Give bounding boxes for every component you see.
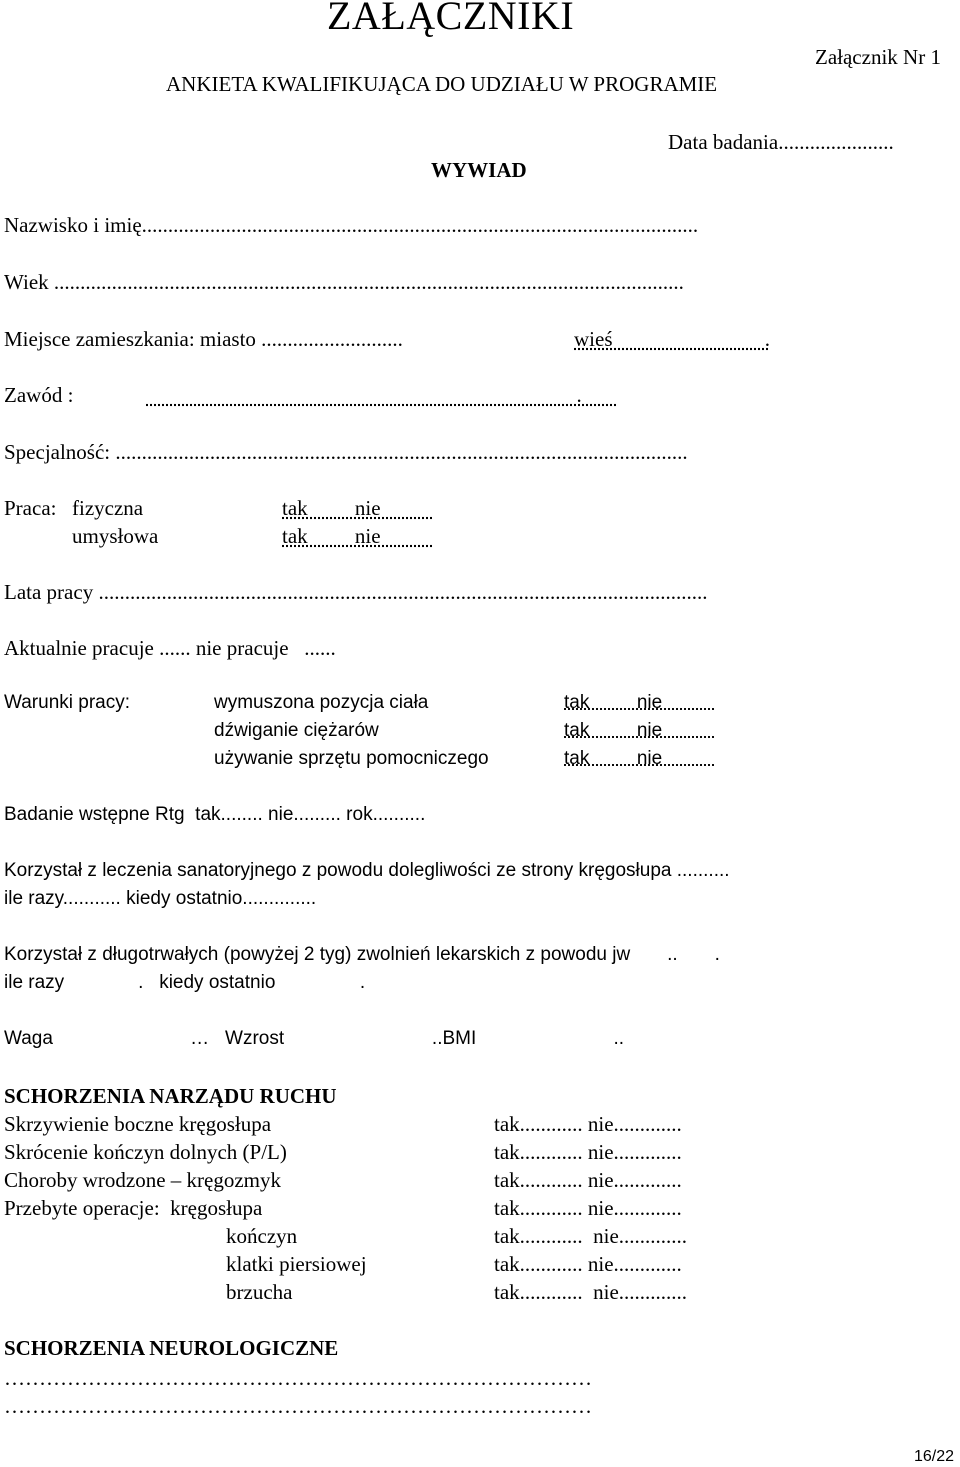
msk-answer-7[interactable]: tak............ nie.............: [494, 1280, 688, 1304]
residence-village-field[interactable]: wieś .: [574, 327, 770, 351]
specialty-field[interactable]: Specjalność: .............................................................................................................: [4, 440, 688, 464]
interview-heading: WYWIAD: [431, 158, 527, 182]
msk-condition-1: Skrzywienie boczne kręgosłupa: [4, 1112, 272, 1136]
neurological-line-1[interactable]: …………………………………………………………………………: [4, 1366, 592, 1390]
work-mental-answer[interactable]: tak nie: [282, 524, 434, 548]
exam-date-field[interactable]: Data badania......................: [668, 130, 894, 154]
document-title: ZAŁĄCZNIKI: [327, 0, 575, 38]
condition-name-1: wymuszona pozycja ciała: [214, 692, 429, 713]
condition-name-3: używanie sprzętu pomocniczego: [214, 748, 489, 769]
msk-condition-5: kończyn: [226, 1224, 298, 1248]
condition-answer-3[interactable]: tak nie: [564, 748, 715, 769]
msk-condition-4: Przebyte operacje: kręgosłupa: [4, 1196, 263, 1220]
age-field[interactable]: Wiek ........................................................................................................................: [4, 270, 684, 294]
msk-answer-4[interactable]: tak............ nie.............: [494, 1196, 682, 1220]
work-physical-answer[interactable]: tak nie: [282, 496, 434, 520]
neurological-heading: SCHORZENIA NEUROLOGICZNE: [4, 1336, 339, 1360]
msk-condition-3: Choroby wrodzone – kręgozmyk: [4, 1168, 282, 1192]
work-type-label: Praca:: [4, 496, 57, 520]
name-field[interactable]: Nazwisko i imię..........................................................................................................: [4, 213, 699, 237]
profession-field[interactable]: .: [146, 383, 619, 407]
sick-leave-details[interactable]: ile razy . kiedy ostatnio .: [4, 972, 366, 993]
work-mental-label: umysłowa: [72, 524, 159, 548]
employment-status-field[interactable]: Aktualnie pracuje ...... nie pracuje ......: [4, 636, 336, 660]
work-conditions-label: Warunki pracy:: [4, 692, 130, 713]
msk-answer-1[interactable]: tak............ nie.............: [494, 1112, 682, 1136]
msk-condition-6: klatki piersiowej: [226, 1252, 367, 1276]
msk-condition-2: Skrócenie kończyn dolnych (P/L): [4, 1140, 287, 1164]
sanatorium-question[interactable]: Korzystał z leczenia sanatoryjnego z powodu dolegliwości ze strony kręgosłupa ..........: [4, 860, 730, 881]
condition-answer-2[interactable]: tak nie: [564, 720, 715, 741]
musculoskeletal-heading: SCHORZENIA NARZĄDU RUCHU: [4, 1084, 337, 1108]
work-physical-label: fizyczna: [72, 496, 144, 520]
residence-city-field[interactable]: Miejsce zamieszkania: miasto ...........................: [4, 327, 403, 351]
survey-subtitle: ANKIETA KWALIFIKUJĄCA DO UDZIAŁU W PROGRAMIE: [166, 72, 718, 96]
page-number: 16/22: [914, 1448, 955, 1465]
work-years-field[interactable]: Lata pracy ....................................................................................................................: [4, 580, 708, 604]
sick-leave-question[interactable]: Korzystał z długotrwałych (powyżej 2 tyg) zwolnień lekarskich z powodu jw .. .: [4, 944, 720, 965]
sanatorium-details[interactable]: ile razy........... kiedy ostatnio..............: [4, 888, 317, 909]
neurological-line-2[interactable]: …………………………………………………………………………: [4, 1394, 592, 1418]
condition-name-2: dźwiganie ciężarów: [214, 720, 379, 741]
msk-condition-7: brzucha: [226, 1280, 293, 1304]
measurements-field[interactable]: Waga … Wzrost ..BMI ..: [4, 1028, 625, 1049]
profession-label: Zawód :: [4, 383, 74, 407]
condition-answer-1[interactable]: tak nie: [564, 692, 715, 713]
attachment-number: Załącznik Nr 1: [815, 45, 941, 69]
rtg-exam-field[interactable]: Badanie wstępne Rtg tak........ nie......... rok..........: [4, 804, 426, 825]
msk-answer-2[interactable]: tak............ nie.............: [494, 1140, 682, 1164]
msk-answer-5[interactable]: tak............ nie.............: [494, 1224, 688, 1248]
msk-answer-3[interactable]: tak............ nie.............: [494, 1168, 682, 1192]
msk-answer-6[interactable]: tak............ nie.............: [494, 1252, 682, 1276]
